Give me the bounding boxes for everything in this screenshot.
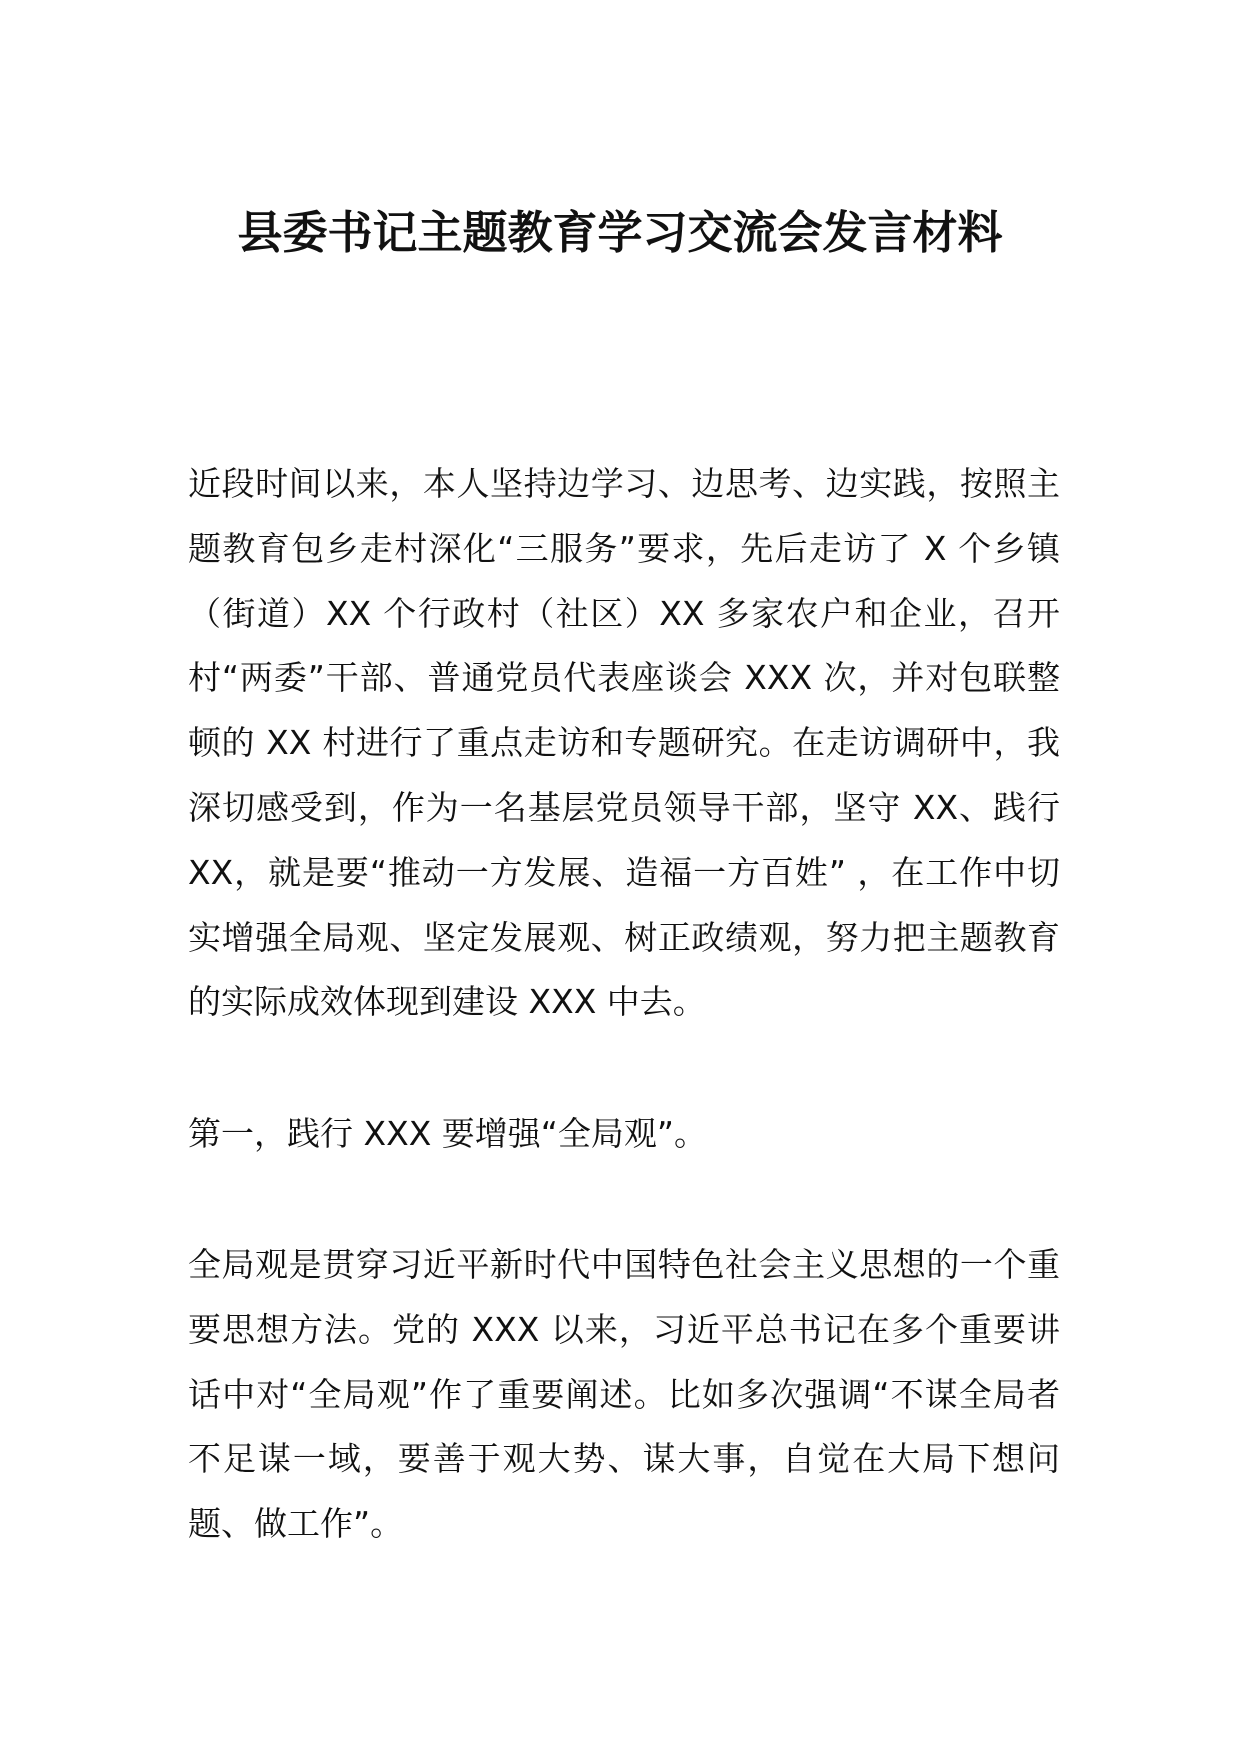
paragraph-heading-first: 第一，践行 XXX 要增强“全局观”。 (188, 1114, 707, 1153)
paragraph-intro: 近段时间以来，本人坚持边学习、边思考、边实践，按照主题教育包乡走村深化“三服务”要求，先后走访了 X 个乡镇（街道）XX 个行政村（社区）XX 多家农户和企业，召开村“两委”干部、普通党员代表座谈会 XXX 次，并对包联整顿的 XX 村进行了重点走访和专题研究。在走访调研中，我深切感受到，作为一名基层党员领导干部，坚守 XX、践行 XX，就是要“推动一方发展、造福一方百姓” ，在工作中切实增强全局观、坚定发展观、树正政绩观，努力把主题教育的实际成效体现到建设 XXX 中去。 (188, 464, 1060, 1022)
paragraph-overall-view: 全局观是贯穿习近平新时代中国特色社会主义思想的一个重要思想方法。党的 XXX 以来，习近平总书记在多个重要讲话中对“全局观”作了重要阐述。比如多次强调“不谋全局者不足谋一域，要善于观大势、谋大事，自觉在大局下想问题、做工作”。 (188, 1245, 1060, 1544)
document-title: 县委书记主题教育学习交流会发言材料 (237, 206, 1003, 259)
